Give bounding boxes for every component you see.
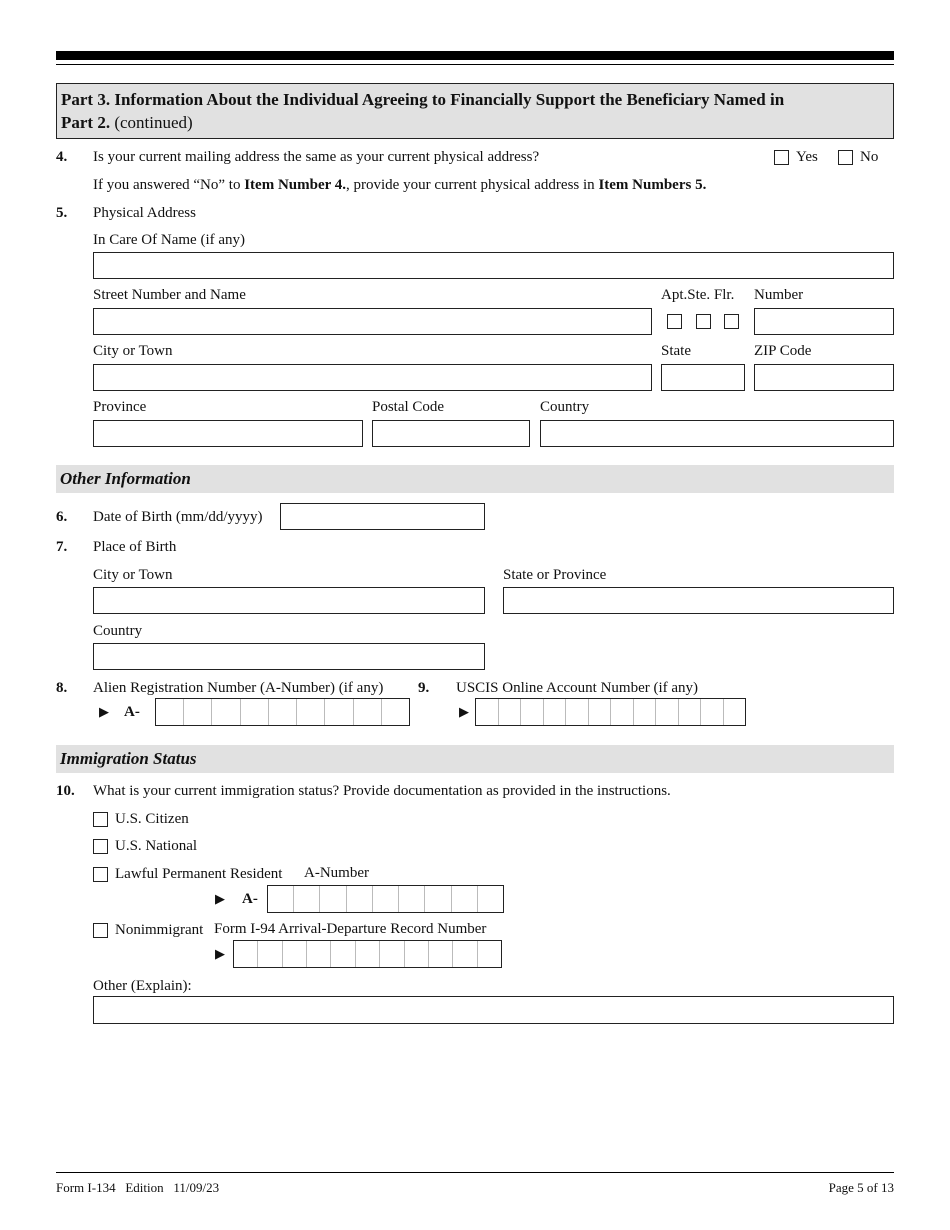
state-label: State	[661, 343, 691, 359]
q4-question: Is your current mailing address the same as your current physical address?	[93, 149, 540, 165]
footer-rule	[56, 1172, 894, 1173]
apt-checkbox[interactable]	[667, 314, 682, 329]
nonimmigrant-label: Nonimmigrant	[115, 922, 204, 938]
lpr-checkbox[interactable]	[93, 867, 108, 882]
q10-number: 10.	[56, 783, 75, 799]
pob-country-label: Country	[93, 623, 143, 639]
q4-yes-checkbox[interactable]	[774, 150, 789, 165]
flr-checkbox[interactable]	[724, 314, 739, 329]
street-input[interactable]	[93, 308, 652, 335]
uscis-account-label: USCIS Online Account Number (if any)	[456, 680, 699, 696]
q4-note: If you answered “No” to Item Number 4., provide your current physical address in Item Numbers 5.	[93, 177, 707, 193]
lpr-arrow-icon: ▶	[215, 891, 225, 906]
national-checkbox[interactable]	[93, 839, 108, 854]
citizen-checkbox[interactable]	[93, 812, 108, 827]
part-header	[56, 83, 894, 139]
country-input[interactable]	[540, 420, 894, 447]
q9-number: 9.	[418, 680, 430, 696]
part-title: Part 3. Information About the Individual Agreeing to Financially Support the Beneficiary Named in	[61, 90, 785, 109]
dob-label: Date of Birth (mm/dd/yyyy)	[93, 509, 263, 525]
q5-title: Physical Address	[93, 205, 196, 221]
city-label: City or Town	[93, 343, 173, 359]
other-info-header	[56, 465, 894, 493]
nonimmigrant-checkbox[interactable]	[93, 923, 108, 938]
postal-label: Postal Code	[372, 399, 445, 415]
other-explain-label: Other (Explain):	[93, 978, 192, 994]
province-input[interactable]	[93, 420, 363, 447]
citizen-label: U.S. Citizen	[115, 811, 189, 827]
pob-state-label: State or Province	[503, 567, 607, 583]
q4-yes-label: Yes	[796, 149, 818, 165]
a-number-input[interactable]	[155, 698, 410, 726]
pob-state-input[interactable]	[503, 587, 894, 614]
q4-number: 4.	[56, 149, 68, 165]
q10-question: What is your current immigration status? Provide documentation as provided in the instructions.	[93, 783, 671, 799]
street-label: Street Number and Name	[93, 287, 246, 303]
q4-no-checkbox[interactable]	[838, 150, 853, 165]
other-explain-input[interactable]	[93, 996, 894, 1024]
apt-ste-flr-label: Apt.Ste. Flr.	[661, 287, 735, 303]
province-label: Province	[93, 399, 147, 415]
q9-arrow-icon: ▶	[459, 704, 469, 719]
q8-arrow-icon: ▶	[99, 704, 109, 719]
care-of-label: In Care Of Name (if any)	[93, 232, 246, 248]
q8-prefix: A-	[124, 704, 140, 720]
top-rule-thin	[56, 64, 894, 65]
state-select[interactable]	[661, 364, 745, 391]
footer-page: Page 5 of 13	[828, 1180, 894, 1195]
zip-label: ZIP Code	[754, 343, 812, 359]
lpr-a-number-input[interactable]	[267, 885, 504, 913]
ste-checkbox[interactable]	[696, 314, 711, 329]
postal-input[interactable]	[372, 420, 530, 447]
q8-number: 8.	[56, 680, 68, 696]
q6-number: 6.	[56, 509, 68, 525]
uscis-account-input[interactable]	[475, 698, 746, 726]
immigration-title: Immigration Status	[60, 749, 197, 768]
other-info-title: Other Information	[60, 469, 191, 488]
i94-label: Form I-94 Arrival-Departure Record Number	[214, 921, 487, 937]
part-title-line2: Part 2. (continued)	[61, 113, 193, 132]
pob-country-input[interactable]	[93, 643, 485, 670]
lpr-prefix: A-	[242, 891, 258, 907]
number-label: Number	[754, 287, 804, 303]
pob-title: Place of Birth	[93, 539, 177, 555]
q4-no-label: No	[860, 149, 879, 165]
i94-arrow-icon: ▶	[215, 946, 225, 961]
zip-input[interactable]	[754, 364, 894, 391]
apt-number-input[interactable]	[754, 308, 894, 335]
q7-number: 7.	[56, 539, 68, 555]
lpr-a-number-label: A-Number	[304, 865, 369, 881]
pob-city-input[interactable]	[93, 587, 485, 614]
care-of-input[interactable]	[93, 252, 894, 279]
q5-number: 5.	[56, 205, 68, 221]
lpr-label: Lawful Permanent Resident	[115, 866, 283, 882]
country-label: Country	[540, 399, 590, 415]
national-label: U.S. National	[115, 838, 198, 854]
dob-input[interactable]	[280, 503, 485, 530]
immigration-header	[56, 745, 894, 773]
pob-city-label: City or Town	[93, 567, 173, 583]
top-rule	[56, 51, 894, 60]
city-input[interactable]	[93, 364, 652, 391]
i94-input[interactable]	[233, 940, 502, 968]
a-number-label: Alien Registration Number (A-Number) (if any)	[93, 680, 384, 696]
footer-form: Form I-134 Edition 11/09/23	[56, 1180, 220, 1195]
